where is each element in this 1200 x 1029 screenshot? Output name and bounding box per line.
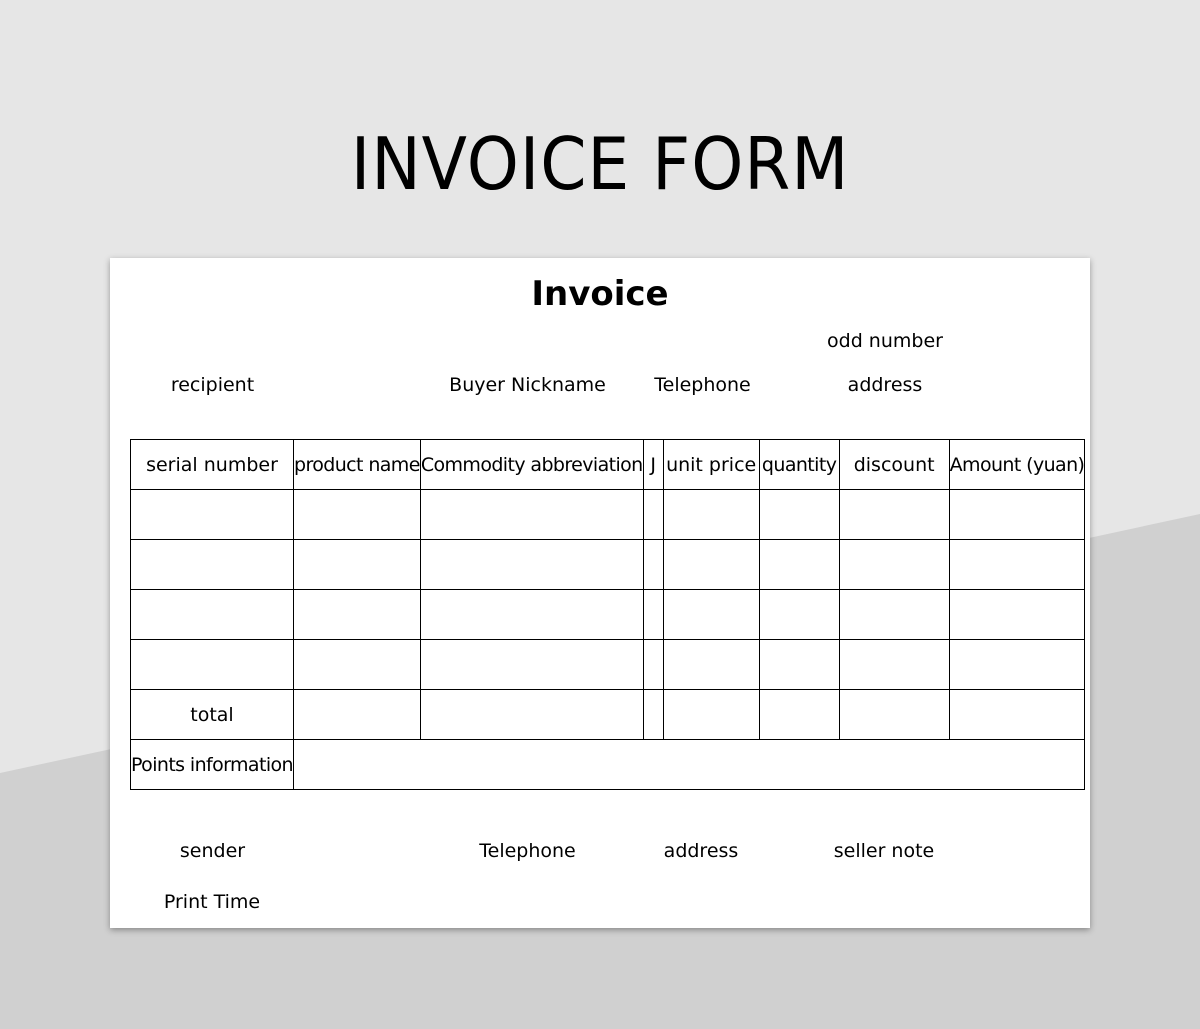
cell-commodity-abbreviation[interactable] (420, 640, 643, 690)
col-discount: discount (839, 440, 949, 490)
cell-serial-number[interactable] (131, 640, 294, 690)
footer-telephone-label: Telephone (479, 840, 576, 862)
cell-product-name[interactable] (294, 590, 421, 640)
header-address-label: address (847, 374, 923, 396)
odd-number-label: odd number (827, 330, 943, 352)
header-telephone-label: Telephone (654, 374, 751, 396)
cell-amount[interactable] (949, 590, 1085, 640)
points-label: Points information (131, 740, 294, 790)
cell-amount[interactable] (949, 540, 1085, 590)
cell-j[interactable] (643, 590, 663, 640)
cell-product-name[interactable] (294, 540, 421, 590)
cell-serial-number[interactable] (131, 540, 294, 590)
col-serial-number: serial number (131, 440, 294, 490)
col-quantity: quantity (759, 440, 839, 490)
cell-amount[interactable] (949, 490, 1085, 540)
points-row (131, 740, 1085, 790)
footer-address-label: address (663, 840, 739, 862)
table-row (131, 540, 1085, 590)
print-time-label: Print Time (163, 891, 261, 913)
cell-discount[interactable] (839, 490, 949, 540)
cell-product-name[interactable] (294, 490, 421, 540)
cell-j[interactable] (643, 640, 663, 690)
table-header-row (131, 440, 1085, 490)
cell-amount[interactable] (949, 640, 1085, 690)
cell-quantity[interactable] (759, 640, 839, 690)
col-unit-price: unit price (663, 440, 759, 490)
col-j: J (643, 440, 663, 490)
cell-discount[interactable] (839, 540, 949, 590)
total-quantity[interactable] (759, 690, 839, 740)
cell-quantity[interactable] (759, 490, 839, 540)
total-unit-price[interactable] (663, 690, 759, 740)
cell-commodity-abbreviation[interactable] (420, 540, 643, 590)
total-j[interactable] (643, 690, 663, 740)
table-row (131, 590, 1085, 640)
total-amount[interactable] (949, 690, 1085, 740)
col-product-name: product name (294, 440, 421, 490)
cell-quantity[interactable] (759, 540, 839, 590)
invoice-title: Invoice (531, 274, 669, 314)
cell-quantity[interactable] (759, 590, 839, 640)
total-row (131, 690, 1085, 740)
cell-unit-price[interactable] (663, 540, 759, 590)
table-row (131, 490, 1085, 540)
cell-commodity-abbreviation[interactable] (420, 590, 643, 640)
cell-discount[interactable] (839, 590, 949, 640)
cell-unit-price[interactable] (663, 640, 759, 690)
total-product-name[interactable] (294, 690, 421, 740)
page-title: INVOICE FORM (350, 122, 850, 206)
cell-j[interactable] (643, 490, 663, 540)
invoice-table (130, 439, 1085, 790)
buyer-nickname-label: Buyer Nickname (449, 374, 606, 396)
points-value[interactable] (294, 740, 1085, 790)
sender-label: sender (179, 840, 246, 862)
col-amount: Amount (yuan) (949, 440, 1085, 490)
cell-serial-number[interactable] (131, 590, 294, 640)
cell-product-name[interactable] (294, 640, 421, 690)
recipient-label: recipient (170, 374, 255, 396)
cell-commodity-abbreviation[interactable] (420, 490, 643, 540)
cell-unit-price[interactable] (663, 590, 759, 640)
cell-j[interactable] (643, 540, 663, 590)
cell-unit-price[interactable] (663, 490, 759, 540)
total-discount[interactable] (839, 690, 949, 740)
seller-note-label: seller note (833, 840, 935, 862)
total-commodity-abbreviation[interactable] (420, 690, 643, 740)
cell-serial-number[interactable] (131, 490, 294, 540)
table-row (131, 640, 1085, 690)
invoice-sheet (110, 258, 1090, 928)
total-label: total (131, 690, 294, 740)
col-commodity-abbreviation: Commodity abbreviation (420, 440, 643, 490)
cell-discount[interactable] (839, 640, 949, 690)
